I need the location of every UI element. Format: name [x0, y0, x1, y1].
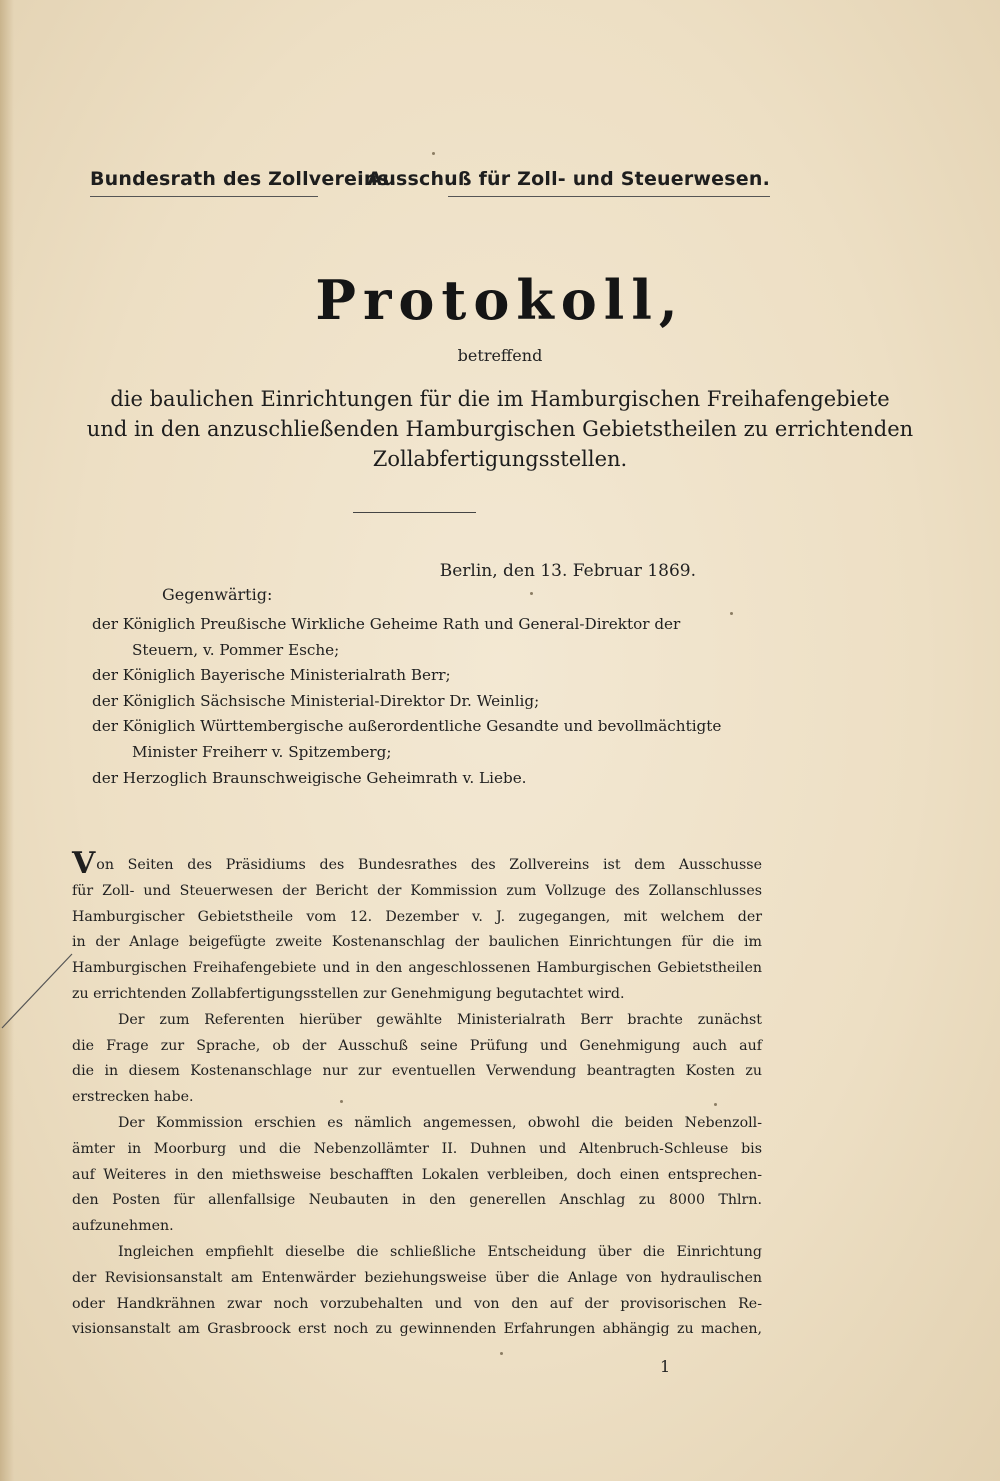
body-line: erstrecken habe.	[72, 1089, 194, 1106]
attendee-line: der Königlich Sächsische Ministerial-Direktor Dr. Weinlig;	[92, 691, 540, 710]
attendee-line: der Königlich Bayerische Ministerialrath Berr;	[92, 666, 451, 685]
body-line: Hamburgischer Gebietstheile vom 12. Dezember v. J. zugegangen, mit welchem der	[72, 908, 762, 925]
subject-line: die baulichen Einrichtungen für die im Hamburgischen Freihafengebiete	[110, 387, 890, 411]
body-line: auf Weiteres in den miethsweise beschafften Lokalen verbleiben, doch einen entsprechen-	[72, 1166, 762, 1183]
body-line: für Zoll- und Steuerwesen der Bericht der Kommission zum Vollzuge des Zollanschlusses	[72, 882, 762, 899]
subtitle-intro: betreffend	[457, 346, 543, 365]
body-line: Der zum Referenten hierüber gewählte Ministerialrath Berr brachte zunächst	[118, 1011, 762, 1028]
subject-line: und in den anzuschließenden Hamburgischen Gebietstheilen zu errichtenden	[86, 417, 914, 441]
attendee-line: der Königlich Preußische Wirkliche Geheime Rath und General-Direktor der	[92, 615, 681, 633]
drop-cap: V	[72, 846, 96, 881]
body-line: ämter in Moorburg und die Nebenzollämter II. Duhnen und Altenbruch-Schleuse bis	[72, 1140, 762, 1157]
subject-line: Zollabfertigungsstellen.	[372, 447, 628, 471]
body-line: den Posten für allenfallsige Neubauten in den generellen Anschlag zu 8000 Thlrn.	[72, 1192, 762, 1209]
body-first-line	[72, 846, 762, 881]
body-line: zu errichtenden Zollabfertigungsstellen zur Genehmigung begutachtet wird.	[72, 985, 625, 1002]
dateline: Berlin, den 13. Februar 1869.	[439, 561, 696, 581]
body-line: die in diesem Kostenanschlage nur zur eventuellen Verwendung beantragten Kosten zu	[72, 1063, 762, 1080]
present-label: Gegenwärtig:	[162, 585, 273, 604]
body-line: die Frage zur Sprache, ob der Ausschuß seine Prüfung und Genehmigung auch auf	[72, 1037, 762, 1054]
body-line: der Revisionsanstalt am Entenwärder beziehungsweise über die Anlage von hydraulischen	[72, 1269, 762, 1286]
header-underline-right	[448, 196, 770, 197]
body-line: visionsanstalt am Grasbroock erst noch zu gewinnenden Erfahrungen abhängig zu machen,	[72, 1321, 762, 1338]
attendee-line: der Königlich Württembergische außerordentliche Gesandte und bevollmächtigte	[92, 717, 722, 736]
section-divider	[353, 512, 476, 513]
attendee-line: Steuern, v. Pommer Esche;	[132, 640, 340, 659]
first-line-text: on Seiten des Präsidiums des Bundesrathes des Zollvereins ist dem Ausschusse	[96, 857, 762, 873]
header-underline-left	[90, 196, 318, 197]
page-number: 1	[660, 1357, 671, 1376]
header-left-text: Bundesrath des Zollvereins.	[90, 168, 397, 190]
attendee-line: Minister Freiherr v. Spitzemberg;	[132, 742, 392, 761]
body-line: in der Anlage beigefügte zweite Kostenanschlag der baulichen Einrichtungen für die im	[72, 934, 762, 951]
body-line: aufzunehmen.	[72, 1218, 174, 1235]
header-right-text: Ausschuß für Zoll- und Steuerwesen.	[367, 168, 770, 190]
body-line: Hamburgischen Freihafengebiete und in den angeschlossenen Hamburgischen Gebietstheilen	[72, 960, 762, 977]
body-line: Ingleichen empfiehlt dieselbe die schließliche Entscheidung über die Einrichtung	[118, 1243, 762, 1260]
body-text	[72, 846, 762, 1343]
page-header	[90, 168, 770, 200]
subject-block	[60, 384, 940, 474]
margin-pencil-mark	[0, 950, 90, 1030]
attendee-list	[92, 612, 760, 791]
page-binding-shadow	[0, 0, 14, 1481]
body-line: oder Handkrähnen zwar noch vorzubehalten und von den auf der provisorischen Re-	[72, 1295, 762, 1312]
document-title: Protokoll,	[315, 268, 685, 332]
body-line: Der Kommission erschien es nämlich angemessen, obwohl die beiden Nebenzoll-	[118, 1114, 762, 1131]
attendee-line: der Herzoglich Braunschweigische Geheimrath v. Liebe.	[92, 768, 527, 787]
